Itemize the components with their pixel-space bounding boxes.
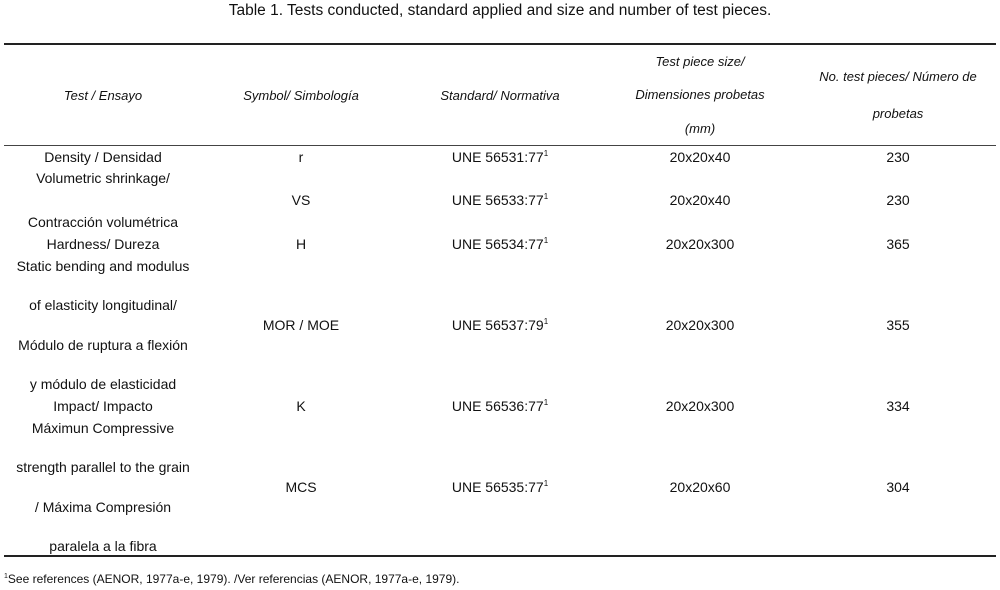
header-size <box>600 45 800 145</box>
standard-code: UNE 56534:77 <box>451 236 544 252</box>
header-symbol <box>202 45 400 145</box>
standard-code: UNE 56533:77 <box>451 192 544 208</box>
cell-size <box>600 258 800 392</box>
table-bottom-rule <box>4 555 996 557</box>
count-value: 365 <box>886 236 910 252</box>
header-size-line: Dimensiones probetas <box>635 87 765 103</box>
standard-code: UNE 56536:77 <box>451 398 544 414</box>
symbol-value: H <box>295 236 307 252</box>
reference-marker: 1 <box>543 317 549 326</box>
cell-symbol <box>202 394 400 418</box>
standard-code: UNE 56531:77 <box>451 149 544 165</box>
symbol-value: VS <box>291 192 311 208</box>
header-standard-label: Standard/ Normativa <box>440 87 560 103</box>
cell-standard <box>400 258 600 392</box>
cell-size <box>600 232 800 256</box>
table-footnote <box>4 572 459 586</box>
test-name-line: Hardness/ Dureza <box>46 236 160 252</box>
reference-marker: 1 <box>543 398 549 407</box>
size-value: 20x20x40 <box>669 192 731 208</box>
cell-standard <box>400 394 600 418</box>
header-size-line: Test piece size/ <box>655 54 745 70</box>
cell-standard <box>400 232 600 256</box>
table-caption: Table 1. Tests conducted, standard applied and size and number of test pieces. <box>228 2 772 19</box>
test-name-line: Volumetric shrinkage/ <box>36 170 170 186</box>
reference-marker: 1 <box>543 192 549 201</box>
symbol-value: r <box>298 149 304 165</box>
standard-code: UNE 56537:79 <box>451 317 544 333</box>
cell-count <box>800 420 996 554</box>
test-name-line: of elasticity longitudinal/ <box>29 297 177 314</box>
cell-symbol <box>202 146 400 168</box>
size-value: 20x20x300 <box>665 236 735 252</box>
cell-test <box>4 146 202 168</box>
test-name-line: Static bending and modulus <box>16 258 190 274</box>
reference-marker: 1 <box>543 479 549 488</box>
count-value: 334 <box>886 398 910 414</box>
cell-size <box>600 420 800 554</box>
symbol-value: MOR / MOE <box>262 317 340 333</box>
standard-value <box>400 479 600 495</box>
cell-standard <box>400 170 600 230</box>
cell-standard <box>400 420 600 554</box>
reference-marker: 1 <box>543 149 549 158</box>
test-name-line: Módulo de ruptura a flexión <box>18 336 188 353</box>
header-symbol-label: Symbol/ Simbología <box>243 87 359 103</box>
cell-test <box>4 232 202 256</box>
count-value: 230 <box>886 192 910 208</box>
standard-value <box>400 398 600 414</box>
count-value: 304 <box>886 479 910 495</box>
standard-value <box>400 317 600 333</box>
test-name-line: strength parallel to the grain <box>16 459 190 476</box>
header-test-label: Test / Ensayo <box>63 87 143 103</box>
test-name-line: Máximun Compressive <box>31 420 175 436</box>
test-name-line: paralela a la fibra <box>49 537 157 554</box>
header-count-line: probetas <box>872 106 924 121</box>
cell-size <box>600 394 800 418</box>
header-count <box>800 45 996 145</box>
count-value: 230 <box>886 149 910 165</box>
cell-count <box>800 258 996 392</box>
header-count-line: No. test pieces/ Número de <box>819 69 977 84</box>
test-name-line: Contracción volumétrica <box>27 214 179 230</box>
standard-code: UNE 56535:77 <box>451 479 544 495</box>
cell-count <box>800 394 996 418</box>
count-value: 355 <box>886 317 910 333</box>
cell-count <box>800 170 996 230</box>
cell-test <box>4 394 202 418</box>
cell-standard <box>400 146 600 168</box>
cell-size <box>600 146 800 168</box>
cell-test <box>4 170 202 230</box>
cell-count <box>800 146 996 168</box>
size-value: 20x20x300 <box>665 317 735 333</box>
footnote-text: See references (AENOR, 1977a-e, 1979). /Ver referencias (AENOR, 1977a-e, 1979). <box>7 572 460 586</box>
cell-test <box>4 258 202 392</box>
test-name-line: / Máxima Compresión <box>34 498 172 515</box>
header-standard <box>400 45 600 145</box>
cell-symbol <box>202 258 400 392</box>
footnote-marker: 1 <box>4 573 8 580</box>
cell-symbol <box>202 170 400 230</box>
cell-symbol <box>202 232 400 256</box>
standard-value <box>400 236 600 252</box>
standard-value <box>400 192 600 208</box>
standard-value <box>400 149 600 165</box>
cell-symbol <box>202 420 400 554</box>
header-size-line: (mm) <box>684 120 716 136</box>
size-value: 20x20x300 <box>665 398 735 414</box>
test-name-line: y módulo de elasticidad <box>29 375 177 392</box>
cell-size <box>600 170 800 230</box>
test-name-line: Impact/ Impacto <box>53 398 153 414</box>
symbol-value: MCS <box>285 479 317 495</box>
size-value: 20x20x60 <box>669 479 731 495</box>
symbol-value: K <box>296 398 306 414</box>
size-value: 20x20x40 <box>669 149 731 165</box>
cell-test <box>4 420 202 554</box>
test-name-line: Density / Densidad <box>44 149 162 165</box>
reference-marker: 1 <box>543 236 549 245</box>
header-test <box>4 45 202 145</box>
cell-count <box>800 232 996 256</box>
